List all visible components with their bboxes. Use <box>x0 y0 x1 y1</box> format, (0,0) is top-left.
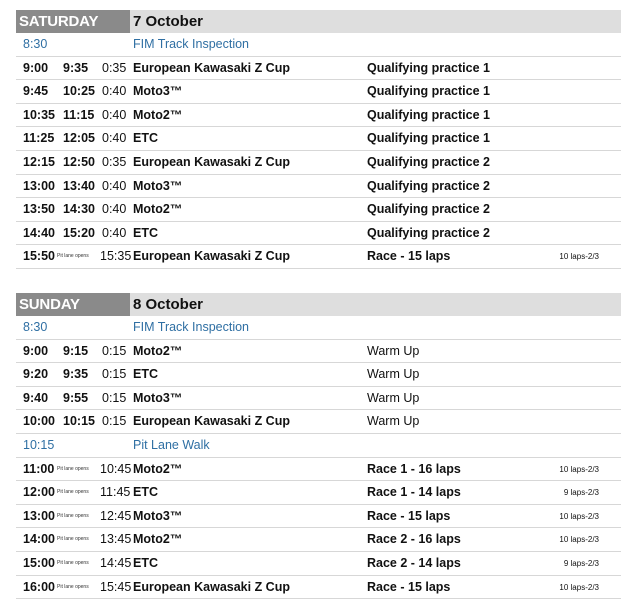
start-time: 13:00 <box>23 178 55 193</box>
info-row <box>16 33 621 57</box>
session-name: Qualifying practice 1 <box>367 84 490 99</box>
info-label: Pit Lane Walk <box>133 437 210 452</box>
schedule-row <box>16 363 621 387</box>
class-name: European Kawasaki Z Cup <box>133 154 290 169</box>
session-name: Race 2 - 14 laps <box>367 555 461 570</box>
pit-lane-note: Pit lane opens <box>57 253 89 260</box>
schedule-row <box>16 151 621 175</box>
duration: 0:15 <box>102 343 127 358</box>
class-name: European Kawasaki Z Cup <box>133 249 290 264</box>
duration: 0:35 <box>102 60 127 75</box>
session-name: Qualifying practice 1 <box>367 60 490 75</box>
schedule-row <box>16 340 621 364</box>
duration: 0:40 <box>102 84 127 99</box>
laps-note: 9 laps-2/3 <box>563 488 599 498</box>
start-time: 10:35 <box>23 107 55 122</box>
session-name: Qualifying practice 1 <box>367 107 490 122</box>
start-time: 14:40 <box>23 225 55 240</box>
session-name: Qualifying practice 2 <box>367 154 490 169</box>
session-name: Warm Up <box>367 343 420 358</box>
start-time: 9:45 <box>23 84 49 99</box>
start-time: 12:15 <box>23 154 55 169</box>
duration: 0:35 <box>102 154 127 169</box>
duration: 0:40 <box>102 225 127 240</box>
session-name: Race 1 - 16 laps <box>367 461 461 476</box>
class-name: Moto2™ <box>133 532 183 547</box>
schedule-row <box>16 481 621 505</box>
session-name: Warm Up <box>367 390 420 405</box>
end-time: 10:25 <box>63 84 95 99</box>
pit-lane-time: 12:45 <box>100 508 132 523</box>
class-name: Moto3™ <box>133 508 183 523</box>
start-time: 15:50 <box>23 249 55 264</box>
schedule-row <box>16 505 621 529</box>
session-name: Qualifying practice 2 <box>367 202 490 217</box>
pit-lane-time: 14:45 <box>100 555 132 570</box>
start-time: 9:40 <box>23 390 49 405</box>
day-header <box>16 293 621 316</box>
end-time: 9:15 <box>63 343 89 358</box>
duration: 0:15 <box>102 367 127 382</box>
class-name: Moto2™ <box>133 461 183 476</box>
pit-lane-note: Pit lane opens <box>57 465 89 472</box>
laps-note: 10 laps-2/3 <box>559 511 599 521</box>
end-time: 14:30 <box>63 202 95 217</box>
start-time: 14:00 <box>23 532 55 547</box>
schedule-row <box>16 57 621 81</box>
session-name: Warm Up <box>367 367 420 382</box>
duration: 0:15 <box>102 390 127 405</box>
pit-lane-note: Pit lane opens <box>57 489 89 496</box>
start-time: 11:00 <box>23 461 55 476</box>
duration: 0:40 <box>102 131 127 146</box>
info-label: FIM Track Inspection <box>133 320 250 334</box>
class-name: ETC <box>133 485 158 500</box>
saturday-schedule <box>16 10 621 269</box>
class-name: Moto2™ <box>133 107 183 122</box>
session-name: Race - 15 laps <box>367 579 451 594</box>
start-time: 13:50 <box>23 202 55 217</box>
schedule-row <box>16 245 621 269</box>
start-time: 8:30 <box>23 37 48 51</box>
schedule-row <box>16 458 621 482</box>
schedule-row <box>16 104 621 128</box>
info-label: FIM Track Inspection <box>133 37 250 51</box>
start-time: 15:00 <box>23 555 55 570</box>
start-time: 9:00 <box>23 60 49 75</box>
pit-lane-time: 15:35 <box>100 249 132 264</box>
start-time: 9:20 <box>23 367 49 382</box>
end-time: 13:40 <box>63 178 95 193</box>
schedule-row <box>16 198 621 222</box>
schedule-row <box>16 410 621 434</box>
schedule-row <box>16 387 621 411</box>
class-name: Moto2™ <box>133 343 183 358</box>
laps-note: 9 laps-2/3 <box>563 558 599 568</box>
duration: 0:40 <box>102 107 127 122</box>
session-name: Race 2 - 16 laps <box>367 532 461 547</box>
laps-note: 10 laps-2/3 <box>559 252 599 262</box>
session-name: Qualifying practice 1 <box>367 131 490 146</box>
start-time: 12:00 <box>23 485 55 500</box>
schedule-row <box>16 127 621 151</box>
end-time: 12:05 <box>63 131 95 146</box>
end-time: 12:50 <box>63 154 95 169</box>
duration: 0:40 <box>102 202 127 217</box>
info-row <box>16 434 621 458</box>
laps-note: 10 laps-2/3 <box>559 464 599 474</box>
schedule-row <box>16 528 621 552</box>
end-time: 11:15 <box>63 107 95 122</box>
sunday-schedule <box>16 293 621 599</box>
start-time: 8:30 <box>23 320 48 334</box>
schedule-row <box>16 175 621 199</box>
class-name: European Kawasaki Z Cup <box>133 579 290 594</box>
schedule-rows <box>16 33 621 269</box>
start-time: 13:00 <box>23 508 55 523</box>
session-name: Race 1 - 14 laps <box>367 485 461 500</box>
end-time: 9:35 <box>63 367 89 382</box>
pit-lane-note: Pit lane opens <box>57 559 89 566</box>
schedule-rows <box>16 316 621 599</box>
class-name: Moto3™ <box>133 178 183 193</box>
day-date: 7 October <box>130 10 621 33</box>
end-time: 9:55 <box>63 390 89 405</box>
laps-note: 10 laps-2/3 <box>559 535 599 545</box>
pit-lane-note: Pit lane opens <box>57 536 89 543</box>
session-name: Warm Up <box>367 414 420 429</box>
session-name: Race - 15 laps <box>367 508 451 523</box>
session-name: Qualifying practice 2 <box>367 178 490 193</box>
class-name: ETC <box>133 225 158 240</box>
pit-lane-note: Pit lane opens <box>57 512 89 519</box>
class-name: ETC <box>133 555 158 570</box>
pit-lane-time: 10:45 <box>100 461 132 476</box>
session-name: Race - 15 laps <box>367 249 451 264</box>
start-time: 11:25 <box>23 131 55 146</box>
schedule-row <box>16 80 621 104</box>
pit-lane-time: 15:45 <box>100 579 132 594</box>
schedule-row <box>16 222 621 246</box>
schedule-row <box>16 552 621 576</box>
laps-note: 10 laps-2/3 <box>559 582 599 592</box>
class-name: ETC <box>133 367 158 382</box>
duration: 0:40 <box>102 178 127 193</box>
pit-lane-time: 13:45 <box>100 532 132 547</box>
start-time: 9:00 <box>23 343 49 358</box>
start-time: 16:00 <box>23 579 55 594</box>
session-name: Qualifying practice 2 <box>367 225 490 240</box>
end-time: 9:35 <box>63 60 89 75</box>
class-name: European Kawasaki Z Cup <box>133 414 290 429</box>
day-name: SUNDAY <box>16 293 130 316</box>
end-time: 10:15 <box>63 414 95 429</box>
day-date: 8 October <box>130 293 621 316</box>
class-name: Moto2™ <box>133 202 183 217</box>
class-name: Moto3™ <box>133 84 183 99</box>
class-name: ETC <box>133 131 158 146</box>
pit-lane-time: 11:45 <box>100 485 131 500</box>
info-row <box>16 316 621 340</box>
end-time: 15:20 <box>63 225 95 240</box>
start-time: 10:15 <box>23 437 55 452</box>
pit-lane-note: Pit lane opens <box>57 583 89 590</box>
day-header <box>16 10 621 33</box>
class-name: Moto3™ <box>133 390 183 405</box>
start-time: 10:00 <box>23 414 55 429</box>
duration: 0:15 <box>102 414 127 429</box>
schedule-row <box>16 576 621 600</box>
day-name: SATURDAY <box>16 10 130 33</box>
class-name: European Kawasaki Z Cup <box>133 60 290 75</box>
